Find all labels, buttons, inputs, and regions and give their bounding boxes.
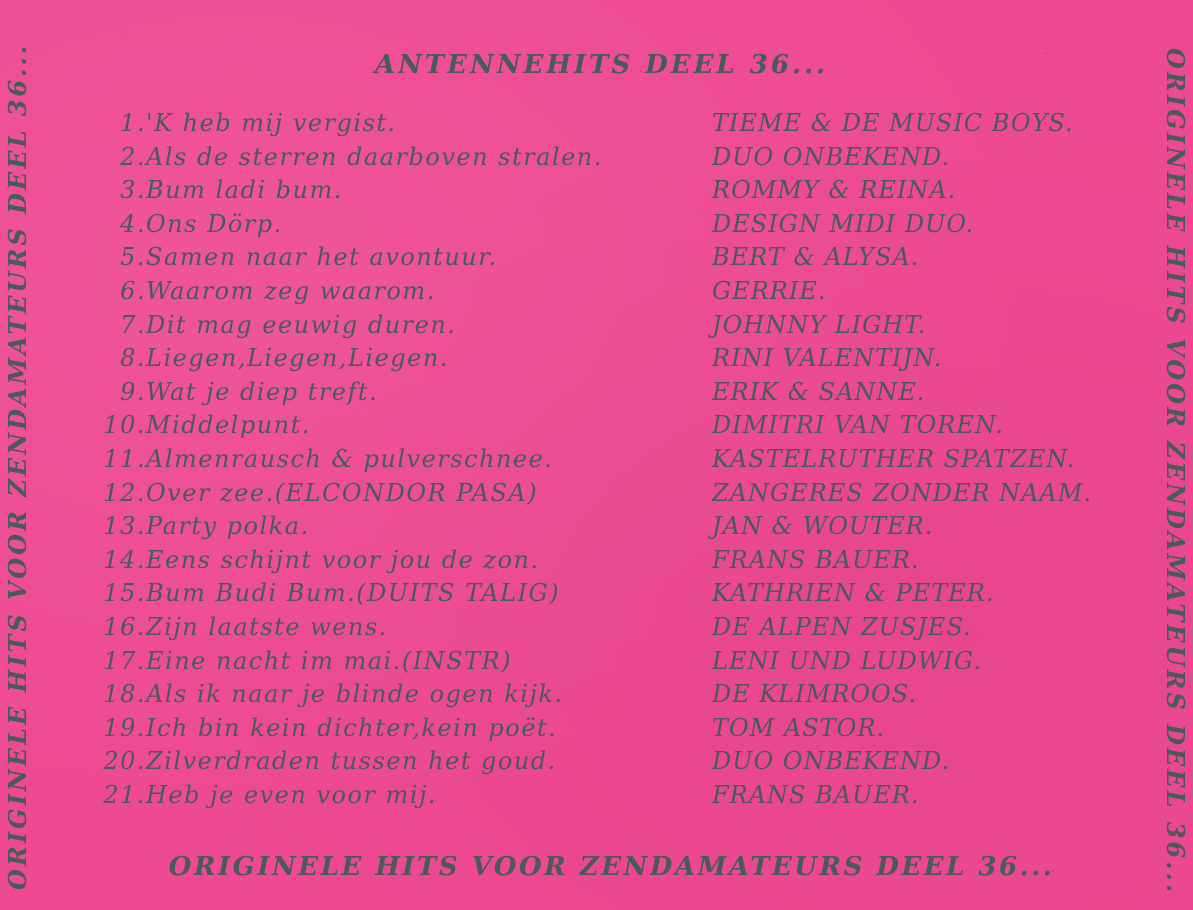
track-row-1: [80, 107, 1120, 141]
track-row-12: [80, 477, 1120, 511]
album-title: ANTENNEHITS DEEL 36...: [374, 50, 829, 80]
track-number: 12.: [103, 478, 146, 507]
track-title: Eens schijnt voor jou de zon.: [146, 545, 540, 574]
track-artist: DUO ONBEKEND.: [712, 142, 951, 171]
track-number: 17.: [103, 646, 146, 675]
track-artist: ROMMY & REINA.: [712, 176, 957, 205]
track-number: 20.: [103, 747, 146, 776]
footer-title: ORIGINELE HITS VOOR ZENDAMATEURS DEEL 36...: [168, 852, 1055, 882]
track-artist: DE ALPEN ZUSJES.: [712, 612, 972, 641]
track-title: Over zee.(ELCONDOR PASA): [146, 478, 539, 507]
track-title: Eine nacht im mai.(INSTR): [146, 646, 513, 675]
track-number: 8.: [120, 344, 146, 373]
track-artist: JAN & WOUTER.: [712, 512, 934, 541]
track-number: 15.: [103, 579, 146, 608]
track-artist: BERT & ALYSA.: [712, 243, 920, 272]
paper-speck: [1052, 870, 1054, 872]
track-list: [80, 107, 1120, 812]
paper-speck: [640, 70, 642, 72]
track-row-17: [80, 645, 1120, 679]
track-artist: GERRIE.: [712, 276, 827, 305]
track-title: Liegen,Liegen,Liegen.: [146, 344, 449, 373]
track-title: Dit mag eeuwig duren.: [146, 310, 457, 339]
track-row-10: [80, 409, 1120, 443]
track-artist: DE KLIMROOS.: [712, 680, 917, 709]
track-row-5: [80, 241, 1120, 275]
track-number: 18.: [103, 680, 146, 709]
track-number: 3.: [120, 176, 146, 205]
track-number: 6.: [120, 276, 146, 305]
track-title: Ons Dörp.: [146, 209, 283, 238]
track-title: Bum Budi Bum.(DUITS TALIG): [146, 579, 561, 608]
track-number: 19.: [103, 713, 146, 742]
spine-left-text: ORIGINELE HITS VOOR ZENDAMATEURS DEEL 36...: [3, 42, 32, 890]
track-artist: LENI UND LUDWIG.: [712, 646, 982, 675]
track-title: Zijn laatste wens.: [146, 612, 388, 641]
track-row-11: [80, 443, 1120, 477]
track-title: Zilverdraden tussen het goud.: [146, 747, 557, 776]
track-number: 9.: [120, 377, 146, 406]
track-row-3: [80, 174, 1120, 208]
track-row-4: [80, 208, 1120, 242]
track-number: 14.: [103, 545, 146, 574]
track-artist: DESIGN MIDI DUO.: [712, 209, 975, 238]
track-number: 4.: [120, 209, 146, 238]
track-number: 7.: [120, 310, 146, 339]
track-number: 1.: [120, 109, 146, 137]
track-row-21: [80, 779, 1120, 813]
track-artist: FRANS BAUER.: [712, 545, 920, 574]
track-artist: RINI VALENTIJN.: [712, 344, 943, 373]
track-title: Heb je even voor mij.: [146, 780, 438, 809]
spine-right-text: ORIGINELE HITS VOOR ZENDAMATEURS DEEL 36...: [1161, 48, 1190, 896]
track-number: 16.: [103, 612, 146, 641]
track-row-6: [80, 275, 1120, 309]
track-row-20: [80, 745, 1120, 779]
track-number: 5.: [120, 243, 146, 272]
track-row-7: [80, 309, 1120, 343]
track-row-16: [80, 611, 1120, 645]
track-title: Waarom zeg waarom.: [146, 276, 436, 305]
track-title: Als ik naar je blinde ogen kijk.: [146, 680, 564, 709]
paper-speck: [808, 523, 810, 525]
track-row-18: [80, 678, 1120, 712]
track-artist: JOHNNY LIGHT.: [712, 310, 927, 339]
track-row-8: [80, 342, 1120, 376]
track-number: 2.: [120, 142, 146, 171]
track-title: Almenrausch & pulverschnee.: [146, 444, 554, 473]
track-artist: TIEME & DE MUSIC BOYS.: [712, 109, 1074, 137]
track-title: Samen naar het avontuur.: [146, 243, 498, 272]
track-title: Party polka.: [146, 512, 310, 541]
track-row-19: [80, 712, 1120, 746]
track-artist: DUO ONBEKEND.: [712, 747, 951, 776]
track-artist: KASTELRUTHER SPATZEN.: [712, 444, 1076, 473]
track-title: Wat je diep treft.: [146, 377, 379, 406]
track-title: Als de sterren daarboven stralen.: [146, 142, 603, 171]
paper-speck: [1045, 52, 1047, 54]
track-artist: TOM ASTOR.: [712, 713, 886, 742]
track-row-13: [80, 510, 1120, 544]
track-title: 'K heb mij vergist.: [146, 109, 397, 137]
track-artist: KATHRIEN & PETER.: [712, 579, 995, 608]
track-title: Bum ladi bum.: [146, 176, 343, 205]
track-artist: DIMITRI VAN TOREN.: [712, 411, 1004, 440]
track-number: 13.: [103, 512, 146, 541]
track-artist: FRANS BAUER.: [712, 780, 920, 809]
track-row-14: [80, 544, 1120, 578]
track-artist: ERIK & SANNE.: [712, 377, 926, 406]
track-number: 21.: [103, 780, 146, 809]
track-number: 11.: [103, 444, 146, 473]
track-artist: ZANGERES ZONDER NAAM.: [712, 478, 1093, 507]
track-title: Middelpunt.: [146, 411, 311, 440]
track-row-9: [80, 376, 1120, 410]
track-row-15: [80, 577, 1120, 611]
track-title: Ich bin kein dichter,kein poët.: [146, 713, 558, 742]
track-number: 10.: [103, 411, 146, 440]
track-row-2: [80, 141, 1120, 175]
